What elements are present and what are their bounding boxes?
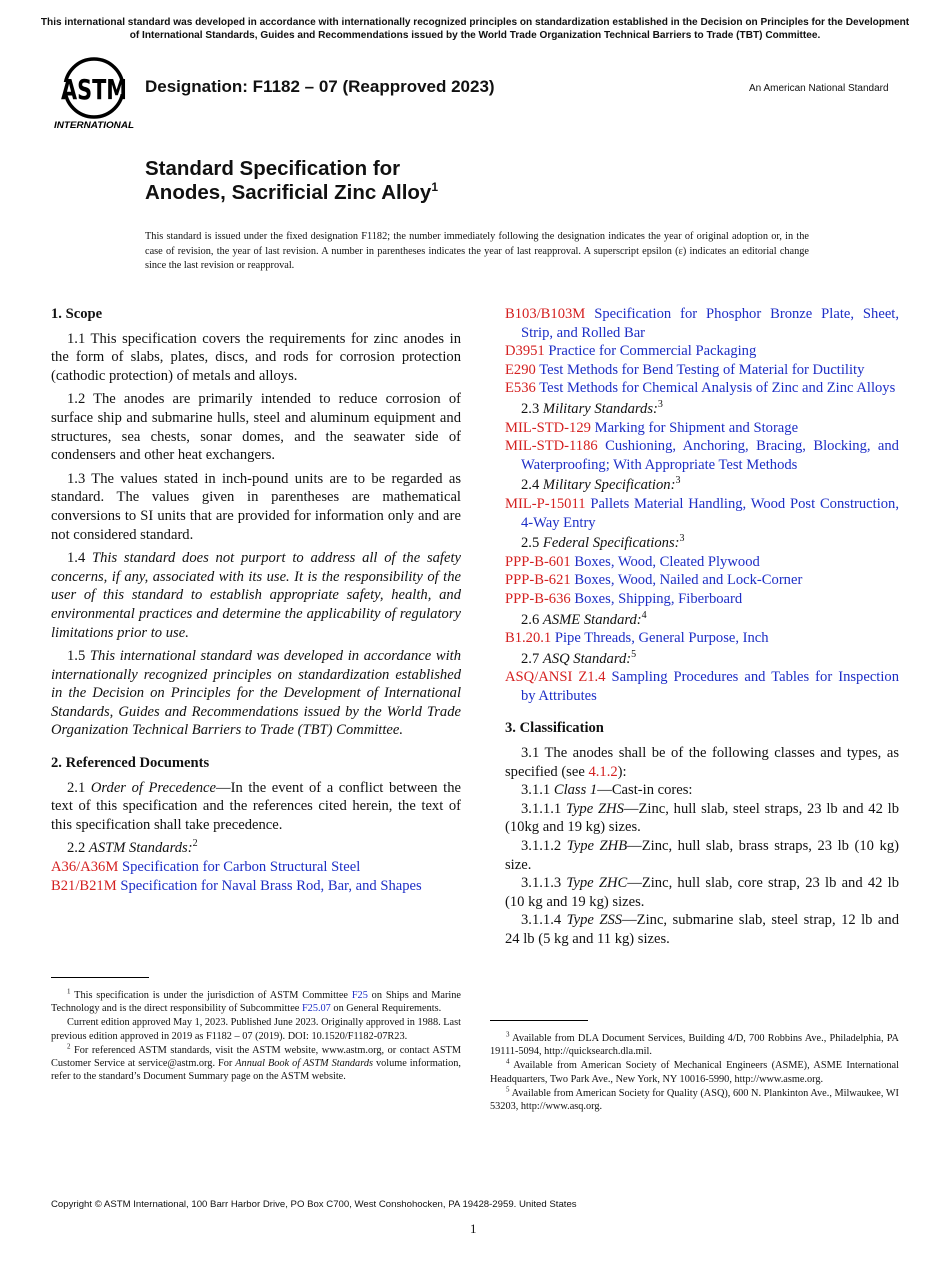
astm-logo-icon — [52, 56, 136, 132]
logo-letters: ASTM — [61, 73, 127, 106]
footnote-2: $^2$ For referenced ASTM standards, visit the ASTM website, www.astm.org, or contact ASTM Customer Service at service@astm.org. For Annual Book of ASTM Standards volume information, refer to the standard’s Document Summary page on the ASTM website. — [51, 1042, 461, 1083]
footnotes-left — [51, 989, 461, 1084]
section-heading-referenced-documents: 2. Referenced Documents — [51, 755, 210, 772]
document-title — [145, 157, 438, 205]
ref-b21[interactable]: B21/B21M Specification for Naval Brass Rod, Bar, and Shapes — [51, 877, 422, 894]
link-4-1-2[interactable]: 4.1.2 — [588, 763, 618, 780]
title-footnote-marker: 1 — [431, 180, 439, 195]
paragraph-1-1: 1.1 This specification covers the requirements for zinc anodes in the form of slabs, plates, discs, and rods for corrosion protection (cathodic protection) of metals and alloys. — [51, 330, 461, 384]
paragraph-1-5: 1.5 This international standard was developed in accordance with internationally recognized principles on standardization established in the Decision on Principles for the Development of International Standards, Guides and Recommendations issued by the World Trade Organization Technical Barriers to Trade (TBT) Committee. — [51, 648, 462, 739]
left-column — [51, 305, 461, 895]
paragraph-1-4: 1.4 This standard does not purport to address all of the safety concerns, if any, associated with its use. It is the responsibility of the user of this standard to establish appropriate safety, health, and environmental practices and determine the applicability of regulatory limitations prior to use. — [51, 550, 461, 641]
section-heading-classification: 3. Classification — [505, 720, 604, 737]
page-number: 1 — [470, 1221, 477, 1236]
asq-standard-label: 2.7 ASQ Standard:$^5$ — [521, 648, 637, 667]
paragraph-2-1: 2.1 Order of Precedence—In the event of a conflict between the text of this specification and the references cited herein, the text of this specification shall take precedence. — [51, 779, 461, 833]
ref-d3951[interactable]: D3951 Practice for Commercial Packaging — [505, 343, 757, 360]
footnote-4: $^4$ Available from American Society of Mechanical Engineers (ASME), ASME International Headquarters, Two Park Ave., New York, NY 10016-5990, http://www.asme.org. — [490, 1057, 899, 1085]
logo-org: INTERNATIONAL — [54, 120, 134, 130]
link-f25[interactable]: F25 — [351, 990, 368, 1001]
paragraph-3-1-1-3: 3.1.1.3 Type ZHC—Zinc, hull slab, core strap, 23 lb and 42 lb (10 kg and 19 kg) sizes. — [505, 875, 899, 910]
military-specification-label: 2.4 Military Specification:$^3$ — [521, 475, 681, 494]
national-standard-label: An American National Standard — [749, 83, 889, 94]
paragraph-3-1-1-2: 3.1.1.2 Type ZHB—Zinc, hull slab, brass straps, 23 lb (10 kg) size. — [505, 838, 899, 873]
paragraph-3-1: 3.1 The anodes shall be of the following classes and types, as specified (see 4.1.2): — [505, 745, 899, 780]
consensus-notice: This international standard was developed in accordance with internationally recognized principles on standardization established in the Decision on Principles for the Development of International Standards, Guides and Recommendations issued by the World Trade Organization Technical Barriers to Trade (TBT) Committee. — [40, 17, 910, 41]
footnote-3: $^3$ Available from DLA Document Services, Building 4/D, 700 Robbins Ave., Philadelphia, PA 19111-5094, http://quicksearch.dla.mil. — [490, 1030, 899, 1058]
paragraph-3-1-1-4: 3.1.1.4 Type ZSS—Zinc, submarine slab, steel strap, 12 lb and 24 lb (5 kg and 11 kg) sizes. — [505, 912, 900, 947]
ref-e536[interactable]: E536 Test Methods for Chemical Analysis of Zinc and Zinc Alloys — [505, 380, 896, 397]
paragraph-3-1-1-1: 3.1.1.1 Type ZHS—Zinc, hull slab, steel straps, 23 lb and 42 lb (10kg and 19 kg) sizes. — [505, 800, 899, 836]
footnote-5: $^5$ Available from American Society for Quality (ASQ), 600 N. Plankinton Ave., Milwaukee, WI 53203, http://www.asq.org. — [490, 1085, 899, 1113]
ref-mil-p-15011[interactable]: MIL-P-15011 Pallets Material Handling, Wood Post Construction, 4-Way Entry — [505, 495, 899, 531]
ref-ppp-b-601[interactable]: PPP-B-601 Boxes, Wood, Cleated Plywood — [505, 553, 760, 570]
copyright-notice: Copyright © ASTM International, 100 Barr Harbor Drive, PO Box C700, West Conshohocken, PA 19428-2959. United States — [51, 1199, 577, 1210]
ref-b103[interactable]: B103/B103M Specification for Phosphor Bronze Plate, Sheet, Strip, and Rolled Bar — [505, 306, 899, 341]
astm-standards-label: 2.2 ASTM Standards:$^2$ — [67, 838, 198, 857]
footnote-rule-left — [51, 977, 149, 978]
right-column — [505, 305, 899, 949]
astm-logo — [52, 56, 136, 132]
federal-specifications-label: 2.5 Federal Specifications:$^3$ — [521, 533, 685, 552]
section-heading-scope: 1. Scope — [51, 306, 103, 322]
link-f25-07[interactable]: F25.07 — [301, 1003, 331, 1015]
ref-asq-z1-4[interactable]: ASQ/ANSI Z1.4 Sampling Procedures and Tables for Inspection by Attributes — [505, 669, 899, 704]
ref-ppp-b-621[interactable]: PPP-B-621 Boxes, Wood, Nailed and Lock-Corner — [505, 572, 803, 589]
issuance-note: This standard is issued under the fixed designation F1182; the number immediately following the designation indicates the year of original adoption or, in the case of revision, the year of last revision. A number in parentheses indicates the year of last reapproval. A superscript epsilon (ε) indicates an editorial change since the last revision or reapproval. — [145, 231, 809, 271]
designation: Designation: F1182 – 07 (Reapproved 2023) — [145, 77, 495, 96]
paragraph-3-1-1: 3.1.1 Class 1—Cast-in cores: — [521, 782, 693, 799]
asme-standard-label: 2.6 ASME Standard:$^4$ — [521, 609, 647, 628]
ref-b1-20-1[interactable]: B1.20.1 Pipe Threads, General Purpose, Inch — [505, 630, 769, 647]
paragraph-1-3: 1.3 The values stated in inch-pound units are to be regarded as standard. The values given in parentheses are mathematical conversions to SI units that are provided for information only and are not considered standard. — [51, 470, 461, 543]
title-line-2: Anodes, Sacrificial Zinc Alloy$^1$ — [145, 180, 439, 204]
footnote-rule-right — [490, 1020, 588, 1021]
footnote-1: $^1$ This specification is under the jurisdiction of ASTM Committee F25 on Ships and Marine Technology and is the direct responsibility of Subcommittee F25.07 on General Requirements. — [51, 987, 461, 1015]
ref-a36[interactable]: A36/A36M Specification for Carbon Structural Steel — [51, 859, 361, 876]
edition-note: Current edition approved May 1, 2023. Published June 2023. Originally approved in 1988. Last previous edition approved in 2019 as F1182 – 07 (2019). DOI: 10.1520/F1182-07R23. — [51, 1017, 461, 1042]
paragraph-1-2: 1.2 The anodes are primarily intended to reduce corrosion of surface ship and submarine hulls, steel and aluminum equipment and structures, sea chests, sonar domes, and the seawater side of condensers and other heat exchangers. — [51, 391, 461, 464]
ref-e290[interactable]: E290 Test Methods for Bend Testing of Material for Ductility — [505, 361, 865, 378]
ref-ppp-b-636[interactable]: PPP-B-636 Boxes, Shipping, Fiberboard — [505, 590, 743, 607]
footnotes-right — [490, 1032, 899, 1114]
title-line-1: Standard Specification for — [145, 157, 401, 180]
military-standards-label: 2.3 Military Standards:$^3$ — [521, 399, 663, 417]
ref-mil-std-129[interactable]: MIL-STD-129 Marking for Shipment and Storage — [505, 419, 799, 436]
ref-mil-std-1186[interactable]: MIL-STD-1186 Cushioning, Anchoring, Bracing, Blocking, and Waterproofing; With Appropriate Test Methods — [505, 438, 899, 473]
